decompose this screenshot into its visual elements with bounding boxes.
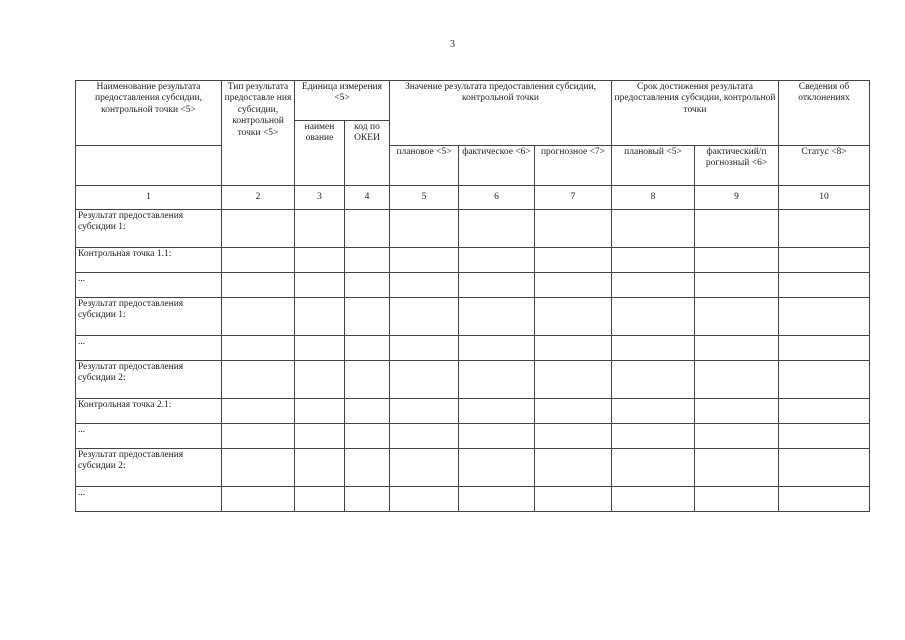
empty-cell [779,424,870,449]
empty-cell [535,424,612,449]
empty-cell [459,487,535,512]
report-table [75,80,870,512]
empty-cell [390,449,459,487]
empty-cell [612,424,695,449]
empty-cell [295,449,345,487]
empty-cell [295,248,345,273]
empty-cell [779,248,870,273]
empty-cell [295,273,345,298]
column-number: 10 [779,186,870,210]
empty-cell [612,399,695,424]
table-row [76,248,870,273]
column-number: 5 [390,186,459,210]
empty-cell [459,273,535,298]
empty-cell [779,273,870,298]
empty-cell [345,336,390,361]
row-label: ... [76,424,222,449]
empty-cell [222,273,295,298]
empty-cell [612,336,695,361]
empty-cell [612,210,695,248]
header-value-actual: фактическое <6> [459,146,535,186]
table-row [76,399,870,424]
empty-cell [459,210,535,248]
row-label: Контрольная точка 2.1: [76,399,222,424]
empty-cell [779,361,870,399]
empty-cell [390,424,459,449]
empty-cell [345,424,390,449]
empty-cell [612,248,695,273]
empty-cell [535,361,612,399]
column-number: 2 [222,186,295,210]
header-unit-code: код по ОКЕИ [345,121,390,186]
column-number-row [76,186,870,210]
row-label: Результат предоставления субсидии 2: [76,449,222,487]
empty-cell [695,361,779,399]
header-value-group: Значение результата предоставления субсидии, контрольной точки [390,81,612,146]
empty-cell [695,399,779,424]
empty-cell [390,248,459,273]
empty-cell [390,487,459,512]
empty-cell [222,424,295,449]
column-number: 6 [459,186,535,210]
empty-cell [345,248,390,273]
row-label: ... [76,336,222,361]
row-label: Контрольная точка 1.1: [76,248,222,273]
empty-cell [295,298,345,336]
empty-cell [390,273,459,298]
empty-cell [695,248,779,273]
empty-cell [222,487,295,512]
empty-cell [222,298,295,336]
header-empty-subcell [76,146,222,186]
header-result-name: Наименование результата предоставления субсидии, контрольной точки <5> [76,81,222,146]
empty-cell [459,336,535,361]
empty-cell [695,487,779,512]
empty-cell [345,487,390,512]
empty-cell [222,361,295,399]
row-label: ... [76,273,222,298]
empty-cell [295,487,345,512]
empty-cell [695,298,779,336]
empty-cell [390,210,459,248]
header-term-planned: плановый <5> [612,146,695,186]
empty-cell [535,399,612,424]
empty-cell [222,336,295,361]
empty-cell [612,361,695,399]
empty-cell [779,336,870,361]
empty-cell [612,449,695,487]
table-row [76,210,870,248]
empty-cell [459,399,535,424]
header-term-group: Срок достижения результата предоставления субсидии, контрольной точки [612,81,779,146]
empty-cell [535,248,612,273]
table-row [76,361,870,399]
empty-cell [612,298,695,336]
empty-cell [779,399,870,424]
empty-cell [345,210,390,248]
header-value-forecast: прогнозное <7> [535,146,612,186]
empty-cell [390,336,459,361]
empty-cell [222,210,295,248]
empty-cell [295,424,345,449]
empty-cell [222,399,295,424]
empty-cell [695,210,779,248]
empty-cell [535,273,612,298]
header-unit-group: Единица измерения <5> [295,81,390,121]
empty-cell [535,210,612,248]
table-row [76,298,870,336]
table-row [76,336,870,361]
empty-cell [695,336,779,361]
page-number: 3 [450,39,455,50]
header-value-planned: плановое <5> [390,146,459,186]
empty-cell [779,298,870,336]
header-unit-name: наимен ование [295,121,345,186]
table-row [76,487,870,512]
column-number: 7 [535,186,612,210]
row-label: ... [76,487,222,512]
row-label: Результат предоставления субсидии 1: [76,298,222,336]
empty-cell [695,424,779,449]
column-number: 8 [612,186,695,210]
table-row [76,273,870,298]
empty-cell [779,210,870,248]
empty-cell [390,361,459,399]
header-result-type: Тип результата предоставле ния субсидии, контрольной точки <5> [222,81,295,186]
empty-cell [345,298,390,336]
empty-cell [390,399,459,424]
empty-cell [779,487,870,512]
header-term-actual: фактический/п рогнозный <6> [695,146,779,186]
table-row [76,449,870,487]
row-label: Результат предоставления субсидии 2: [76,361,222,399]
empty-cell [459,449,535,487]
empty-cell [459,424,535,449]
header-deviation-status: Статус <8> [779,146,870,186]
table-row [76,424,870,449]
empty-cell [535,449,612,487]
column-number: 4 [345,186,390,210]
empty-cell [459,361,535,399]
empty-cell [345,361,390,399]
empty-cell [612,273,695,298]
empty-cell [459,298,535,336]
empty-cell [222,248,295,273]
empty-cell [695,273,779,298]
empty-cell [345,399,390,424]
empty-cell [695,449,779,487]
column-number: 1 [76,186,222,210]
empty-cell [295,399,345,424]
empty-cell [459,248,535,273]
empty-cell [535,336,612,361]
header-deviation-group: Сведения об отклонениях [779,81,870,146]
empty-cell [345,449,390,487]
row-label: Результат предоставления субсидии 1: [76,210,222,248]
empty-cell [390,298,459,336]
empty-cell [779,449,870,487]
empty-cell [295,361,345,399]
empty-cell [222,449,295,487]
empty-cell [535,487,612,512]
empty-cell [535,298,612,336]
empty-cell [295,210,345,248]
empty-cell [295,336,345,361]
column-number: 3 [295,186,345,210]
empty-cell [612,487,695,512]
column-number: 9 [695,186,779,210]
empty-cell [345,273,390,298]
